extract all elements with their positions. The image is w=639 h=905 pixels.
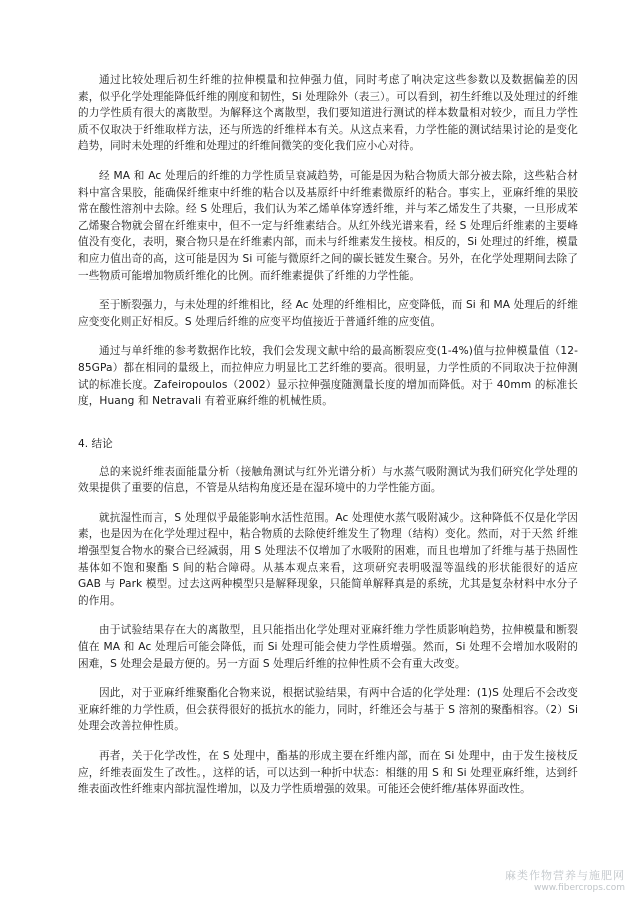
watermark-title: 麻类作物营养与施肥网: [505, 869, 625, 882]
site-watermark: [505, 869, 625, 895]
document-body: [78, 72, 578, 811]
section-heading-conclusion: 4. 结论: [78, 437, 113, 450]
paragraph-suitable-treatments: 因此，对于亚麻纤维聚酯化合物来说，根据试验结果，有两中合适的化学处理：(1)S 处理后不会改变亚麻纤维的力学性质，但会获得很好的抵抗水的能力，同时，纤维还会与基于 S 溶剂的聚酯相容。（2）Si 处理会改善拉伸性质。: [78, 687, 578, 733]
paragraph-mechanical-comparison: 通过比较处理后初生纤维的拉伸模量和拉伸强力值，同时考虑了响决定这些参数以及数据偏差的因素，似乎化学处理能降低纤维的刚度和韧性，Si 处理除外（表三）。可以看到，初生纤维以及处理过的纤维的力学性质有很大的离散型。为解释这个离散型，我们要知道进行测试的样本数量相对较少，而且力学性质不仅取决于纤维取样方法，还与所选的纤维样本有关。从这点来看，力学性能的测试结果讨论的是变化趋势，同时未处理的纤维和处理过的纤维间微笑的变化我们应小心对待。: [78, 74, 578, 153]
watermark-url: www.fibercrops.com: [534, 883, 625, 893]
paragraph-moisture-resistance: 就抗湿性而言，S 处理似乎最能影响水活性范围。Ac 处理使水蒸气吸附减少。这种降低不仅是化学因素，也是因为在化学处理过程中，粘合物质的去除使纤维发生了物理（结构）变化。然而，对于天然 纤维增强型复合物水的聚合已经减弱，用 S 处理法不仅增加了水吸附的困难，而且也增加了纤维与基于热固性基体如不饱和聚酯 S 间的粘合障碍。从基本观点来看，这项研究表明吸湿等温线的形状能很好的适应 GAB 与 Park 模型。过去这两种模型只是解释现象，只能简单解释真是的系统，尤其是复杂材料中水分子的作用。: [78, 511, 578, 607]
paragraph-ma-ac-treatment: 经 MA 和 Ac 处理后的纤维的力学性质呈衰减趋势，可能是因为粘合物质大部分被去除，这些粘合材料中富含果胶，能确保纤维束中纤维的粘合以及基原纤中纤维素微原纤的粘合。事实上，亚麻纤维的果胶常在酸性溶剂中去除。经 S 处理后，我们认为苯乙烯单体穿透纤维，并与苯乙烯发生了共聚，一旦形成苯乙烯聚合物就会留在纤维束中，但不一定与纤维素结合。从红外线光谱来看，经 S 处理后纤维素的主要峰值没有变化，表明，聚合物只是在纤维素内部，而未与纤维素发生接枝。相反的，Si 处理过的纤维，模量和应力值出奇的高，这可能是因为 Si 可能与微原纤之间的碳长链发生聚合。另外，在化学处理期间去除了一些物质可能增加物质纤维化的比例。而纤维素提供了纤维的力学性能。: [78, 169, 578, 282]
paragraph-breaking-strength: 至于断裂强力，与未处理的纤维相比，经 Ac 处理的纤维相比，应变降低，而 Si 和 MA 处理后的纤维应变变化则正好相反。S 处理后纤维的应变平均值接近于普通纤维的应变值。: [78, 299, 578, 328]
paragraph-dispersion-results: 由于试验结果存在大的离散型，且只能指出化学处理对亚麻纤维力学性质影响趋势，拉伸模量和断裂值在 MA 和 Ac 处理后可能会降低，而 Si 处理可能会使力学性质增强。然而，Si 处理不会增加水吸附的困难，S 处理会是最方便的。另一方面 S 处理后纤维的拉伸性质不会有重大改变。: [78, 624, 578, 670]
paragraph-chemical-modification: 再者，关于化学改性，在 S 处理中，酯基的形成主要在纤维内部，而在 Si 处理中，由于发生接枝反应，纤维表面发生了改性。，这样的话，可以达到一种折中状态：相继的用 S 和 Si 处理亚麻纤维，达到纤维表面改性纤维束内部抗湿性增加，以及力学性质增强的效果。可能还会使纤维/基体界面改性。: [78, 750, 578, 796]
paragraph-conclusion-summary: 总的来说纤维表面能量分析（接触角测试与红外光谱分析）与水蒸气吸附测试为我们研究化学处理的效果提供了重要的信息，不管是从结构角度还是在湿环境中的力学性能方面。: [78, 465, 578, 495]
paragraph-reference-data: 通过与单纤维的参考数据作比较，我们会发现文献中给的最高断裂应变(1-4%)值与拉伸模量值（12-85GPa）都在相同的量级上，而拉伸应力明显比工艺纤维的要高。很明显，力学性质的不同取决于拉伸测试的标准长度。Zafeiropoulos（2002）显示拉伸强度随测量长度的增加而降低。对于 40mm 的标准长度，Huang 和 Netravali 有着亚麻纤维的机械性质。: [78, 345, 578, 408]
